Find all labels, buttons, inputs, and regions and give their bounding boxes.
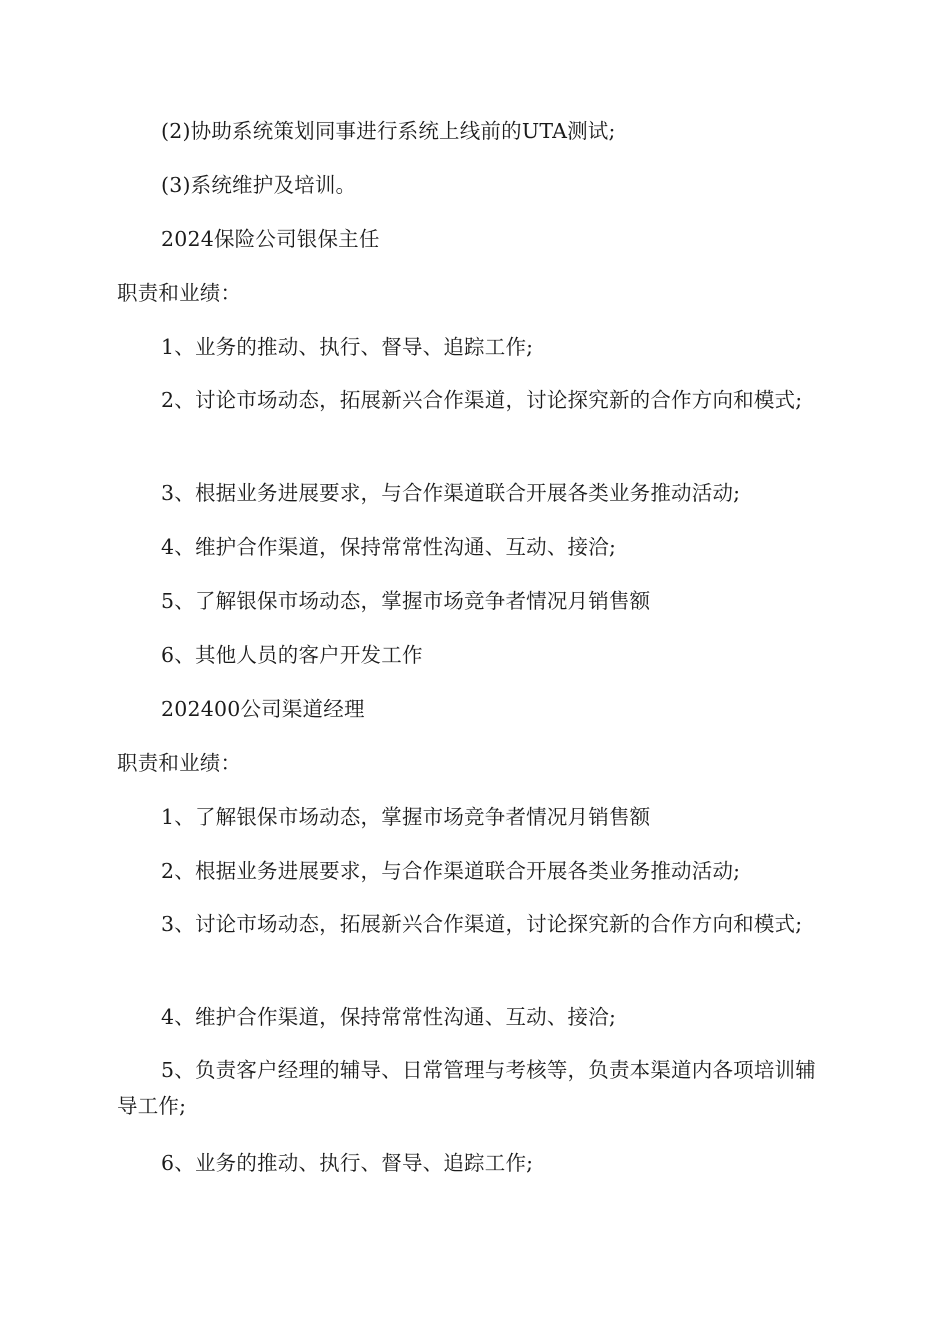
section-heading-duties: 职责和业绩：	[117, 751, 242, 775]
list-item: 3、讨论市场动态，拓展新兴合作渠道，讨论探究新的合作方向和模式;	[161, 912, 803, 936]
job-title-channel-manager: 202400公司渠道经理	[161, 697, 365, 721]
paragraph-uta-test: (2)协助系统策划同事进行系统上线前的UTA测试;	[161, 119, 616, 143]
job-title-bancassurance: 2024保险公司银保主任	[161, 227, 380, 251]
list-item: 1、了解银保市场动态，掌握市场竞争者情况月销售额	[161, 805, 651, 829]
list-item: 2、根据业务进展要求，与合作渠道联合开展各类业务推动活动;	[161, 859, 741, 883]
list-item: 6、业务的推动、执行、督导、追踪工作;	[161, 1151, 534, 1175]
list-item: 1、业务的推动、执行、督导、追踪工作;	[161, 335, 534, 359]
list-item: 4、维护合作渠道，保持常常性沟通、互动、接洽;	[161, 535, 617, 559]
list-item: 4、维护合作渠道，保持常常性沟通、互动、接洽;	[161, 1005, 617, 1029]
list-item: 2、讨论市场动态，拓展新兴合作渠道，讨论探究新的合作方向和模式;	[161, 388, 803, 412]
list-item: 3、根据业务进展要求，与合作渠道联合开展各类业务推动活动;	[161, 481, 741, 505]
paragraph-maintenance: (3)系统维护及培训。	[161, 173, 357, 197]
section-heading-duties: 职责和业绩：	[117, 281, 242, 305]
list-item: 6、其他人员的客户开发工作	[161, 643, 423, 667]
list-item: 5、了解银保市场动态，掌握市场竞争者情况月销售额	[161, 589, 651, 613]
list-item: 5、负责客户经理的辅导、日常管理与考核等，负责本渠道内各项培训辅导工作;	[117, 1058, 816, 1118]
